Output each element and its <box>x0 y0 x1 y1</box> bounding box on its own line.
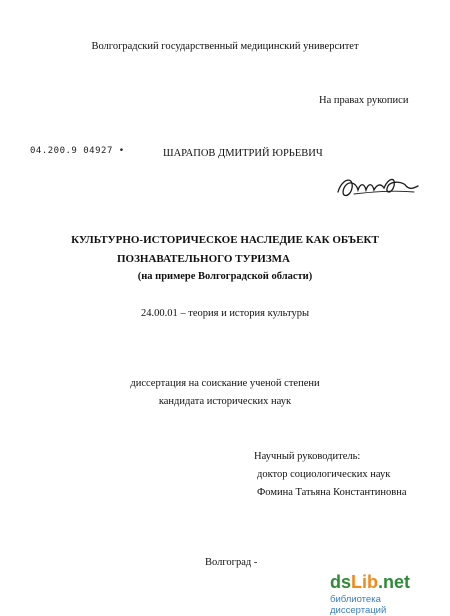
title-line-2: ПОЗНАВАТЕЛЬНОГО ТУРИЗМА <box>117 253 290 265</box>
title-subtitle: (на примере Волгоградской области) <box>137 271 313 282</box>
degree-line-2: кандидата исторических наук <box>158 396 292 407</box>
author-signature <box>334 168 420 204</box>
advisor-name: Фомина Татьяна Константиновна <box>257 487 407 498</box>
title-line-1: КУЛЬТУРНО-ИСТОРИЧЕСКОЕ НАСЛЕДИЕ КАК ОБЪЕКТ <box>71 234 379 246</box>
advisor-degree: доктор социологических наук <box>257 469 391 480</box>
author-name: ШАРАПОВ ДМИТРИЙ ЮРЬЕВИЧ <box>163 148 323 159</box>
degree-line-1: диссертация на соискание ученой степени <box>130 378 320 389</box>
dslib-logo: dsLib.net <box>330 572 411 592</box>
advisor-label: Научный руководитель: <box>254 451 361 462</box>
rights-note: На правах рукописи <box>319 95 409 106</box>
library-stamp-code: 04.200.9 04927 • <box>30 146 125 156</box>
city-year: Волгоград - <box>205 557 258 568</box>
university-name: Волгоградский государственный медицинский университет <box>91 41 359 52</box>
dslib-watermark <box>330 572 438 616</box>
dslib-tagline: библиотека диссертаций <box>330 594 387 616</box>
specialty-code: 24.00.01 – теория и история культуры <box>141 308 309 319</box>
